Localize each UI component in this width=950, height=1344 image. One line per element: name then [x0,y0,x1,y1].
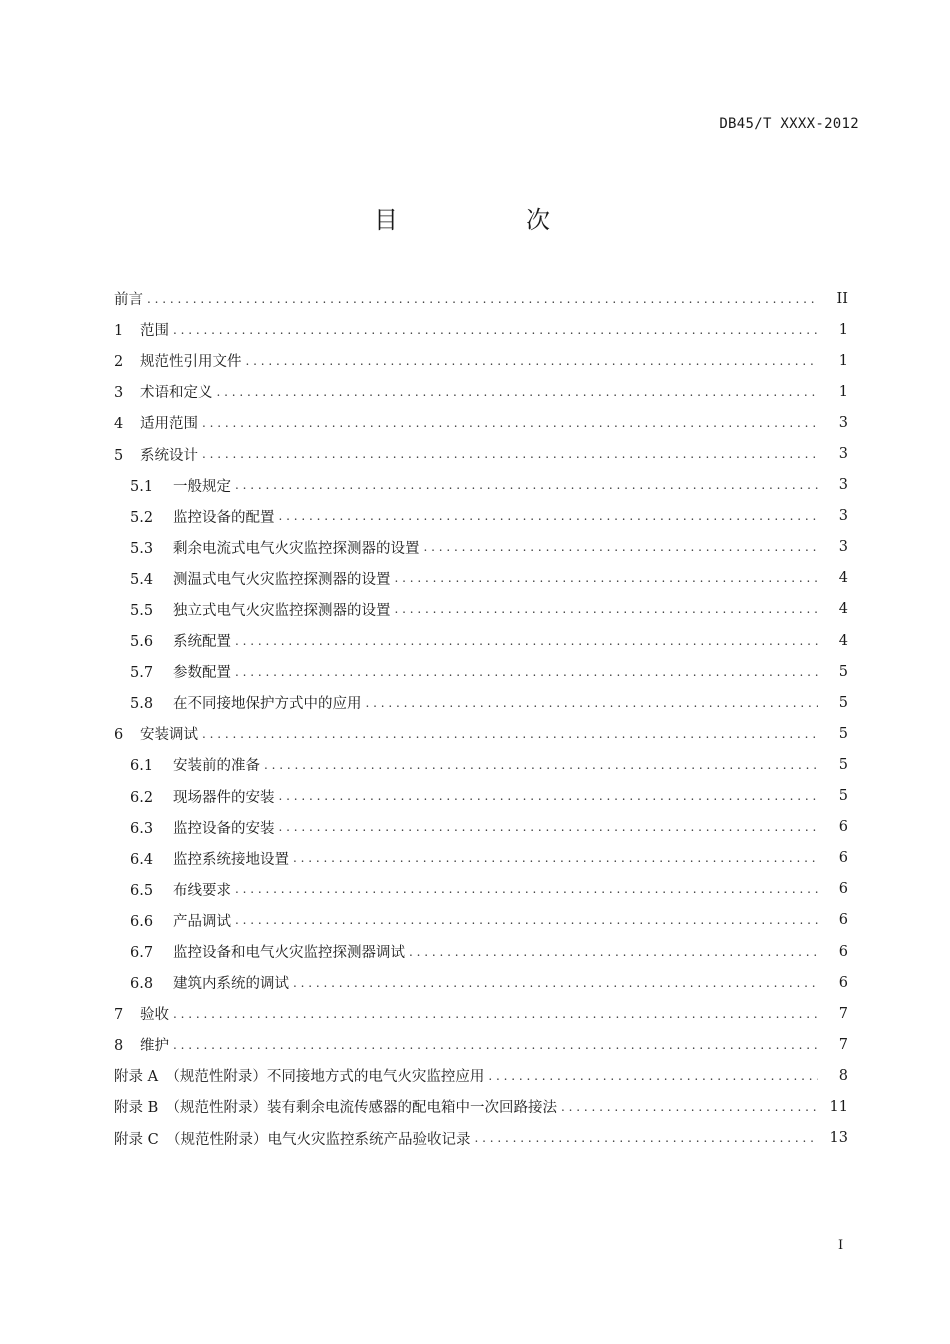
toc-entry-title: 在不同接地保护方式中的应用 [173,696,362,713]
toc-dot-leader [293,976,818,990]
toc-entry-number: 6.8 [130,976,154,993]
toc-entry-title: 系统配置 [173,634,231,651]
toc-entry-label [114,381,217,402]
toc-dot-leader [488,1069,818,1083]
toc-entry-page: 6 [838,974,848,991]
toc-dot-leader [264,758,818,772]
toc-entry-title: 一般规定 [173,478,231,495]
toc-entry-label [114,1003,173,1024]
toc-dot-leader [424,540,819,554]
toc-entry-label [114,723,202,744]
toc-entry[interactable] [114,749,860,780]
toc-entry-number: 1 [114,323,124,340]
toc-entry[interactable] [114,874,860,905]
toc-dot-leader [235,665,818,679]
toc-entry[interactable] [114,687,860,718]
toc-entry[interactable] [114,594,860,625]
toc-entry-title: 监控系统接地设置 [173,851,289,868]
toc-entry-page: 3 [838,477,848,494]
toc-entry-label [130,568,395,589]
toc-entry[interactable] [114,843,860,874]
toc-entry-label [130,599,395,620]
toc-entry-title: 附录 A （规范性附录）不同接地方式的电气火灾监控应用 [114,1069,485,1086]
toc-entry-label [114,412,202,433]
toc-entry-title: 前言 [114,292,143,309]
toc-entry[interactable] [114,532,860,563]
toc-dot-leader [474,1131,818,1145]
toc-entry-number: 6.1 [130,758,154,775]
toc-dot-leader [279,509,819,523]
toc-entry-number: 5.1 [130,478,154,495]
toc-entry-title: 现场器件的安装 [173,789,275,806]
toc-entry-page: 7 [838,1005,848,1022]
toc-entry-number: 4 [114,416,124,433]
toc-entry-label [130,817,279,838]
toc-entry-page: 5 [838,725,848,742]
toc-entry-number: 5.3 [130,540,154,557]
toc-entry-label [130,786,279,807]
toc-entry[interactable] [114,501,860,532]
toc-entry-number: 3 [114,385,124,402]
toc-entry-label [130,537,424,558]
toc-entry-page: 4 [838,601,848,618]
toc-entry-label [114,350,246,371]
toc-entry-number: 6.3 [130,820,154,837]
toc-entry-page: 1 [838,352,848,369]
toc-entry[interactable] [114,781,860,812]
toc-entry[interactable] [114,438,860,469]
toc-entry-page: 8 [838,1067,848,1084]
toc-entry-number: 5.6 [130,634,154,651]
toc-entry-number: 5.5 [130,602,154,619]
toc-entry-number: 6.7 [130,945,154,962]
toc-entry-label [130,848,293,869]
toc-entry[interactable] [114,470,860,501]
toc-dot-leader [147,292,818,306]
toc-entry-title: 适用范围 [140,416,198,433]
toc-entry-title: 剩余电流式电气火灾监控探测器的设置 [173,540,420,557]
toc-entry-label [114,1096,561,1117]
toc-entry-page: 6 [838,943,848,960]
toc-entry[interactable] [114,656,860,687]
toc-title: 目 次 [374,206,602,234]
toc-entry-page: 5 [838,756,848,773]
toc-dot-leader [561,1100,818,1114]
toc-dot-leader [202,727,818,741]
toc-entry-title: 安装前的准备 [173,758,260,775]
document-code: DB45/T XXXX-2012 [719,116,859,132]
toc-entry-page: 3 [838,446,848,463]
toc-entry-label [130,475,235,496]
toc-entry-page: II [836,290,848,307]
toc-entry-page: 5 [838,694,848,711]
toc-entry-page: 6 [838,819,848,836]
toc-dot-leader [409,945,818,959]
toc-entry-page: 4 [838,570,848,587]
toc-entry-number: 7 [114,1007,124,1024]
toc-dot-leader [293,851,818,865]
toc-dot-leader [395,602,819,616]
toc-entry-number: 5.2 [130,509,154,526]
toc-entry-title: 维护 [140,1038,169,1055]
toc-entry-page: 6 [838,850,848,867]
toc-entry-number: 6 [114,727,124,744]
toc-entry[interactable] [114,407,860,438]
toc-dot-leader [202,447,818,461]
toc-entry-page: 11 [829,1098,848,1115]
toc-entry[interactable] [114,1029,860,1060]
toc-entry[interactable] [114,998,860,1029]
toc-dot-leader [279,789,819,803]
toc-entry[interactable] [114,905,860,936]
toc-dot-leader [366,696,819,710]
toc-entry-label [130,910,235,931]
toc-entry-label [114,1034,173,1055]
toc-entry-label [130,754,264,775]
toc-entry-title: 产品调试 [173,913,231,930]
toc-dot-leader [279,820,819,834]
toc-entry[interactable] [114,283,860,314]
toc-dot-leader [202,416,818,430]
toc-entry-page: 4 [838,632,848,649]
toc-entry[interactable] [114,376,860,407]
toc-entry-number: 6.6 [130,913,154,930]
toc-entry-number: 5.8 [130,696,154,713]
toc-entry-label [114,319,173,340]
toc-entry-label [130,879,235,900]
toc-entry-page: 5 [838,663,848,680]
toc-dot-leader [235,913,818,927]
toc-entry[interactable] [114,718,860,749]
toc-entry-title: 建筑内系统的调试 [173,976,289,993]
toc-entry[interactable] [114,936,860,967]
toc-entry-page: 7 [838,1036,848,1053]
toc-entry-title: 范围 [140,323,169,340]
toc-entry-page: 1 [838,383,848,400]
toc-entry-label [114,288,147,309]
toc-entry[interactable] [114,812,860,843]
toc-entry-number: 6.5 [130,882,154,899]
toc-entry-label [130,692,366,713]
toc-dot-leader [235,882,818,896]
toc-entry-page: 3 [838,539,848,556]
toc-entry-label [130,630,235,651]
toc-entry-title: 验收 [140,1007,169,1024]
toc-entry-page: 5 [838,788,848,805]
toc-dot-leader [173,1038,818,1052]
toc-entry-title: 系统设计 [140,447,198,464]
table-of-contents [114,283,860,1154]
toc-entry[interactable] [114,1060,860,1091]
toc-entry-title: 测温式电气火灾监控探测器的设置 [173,571,391,588]
toc-entry-title: 安装调试 [140,727,198,744]
toc-entry-label [114,444,202,465]
toc-entry[interactable] [114,345,860,376]
toc-entry[interactable] [114,1091,860,1122]
toc-entry-number: 5 [114,447,124,464]
toc-entry-number: 5.7 [130,665,154,682]
toc-entry-title: 监控设备的配置 [173,509,275,526]
toc-entry-number: 2 [114,354,124,371]
toc-entry-label [114,1128,474,1149]
toc-dot-leader [246,354,819,368]
page-number: I [838,1238,844,1253]
toc-dot-leader [235,478,818,492]
toc-dot-leader [173,323,818,337]
toc-entry-page: 6 [838,912,848,929]
toc-entry-title: 监控设备和电气火灾监控探测器调试 [173,945,405,962]
toc-entry-label [130,972,293,993]
toc-entry[interactable] [114,314,860,345]
toc-entry-title: 布线要求 [173,882,231,899]
toc-entry[interactable] [114,967,860,998]
toc-dot-leader [173,1007,818,1021]
toc-entry-label [114,1065,488,1086]
toc-entry-number: 5.4 [130,571,154,588]
toc-dot-leader [217,385,819,399]
toc-entry-number: 6.4 [130,851,154,868]
toc-entry-label [130,506,279,527]
toc-entry-title: 监控设备的安装 [173,820,275,837]
toc-dot-leader [395,571,819,585]
toc-entry-title: 附录 C （规范性附录）电气火灾监控系统产品验收记录 [114,1131,471,1148]
toc-entry-title: 附录 B （规范性附录）装有剩余电流传感器的配电箱中一次回路接法 [114,1100,558,1117]
toc-entry-page: 1 [838,321,848,338]
toc-entry-page: 6 [838,881,848,898]
toc-entry-page: 3 [838,414,848,431]
toc-entry[interactable] [114,563,860,594]
toc-entry[interactable] [114,1123,860,1154]
toc-entry-label [130,661,235,682]
toc-entry-number: 6.2 [130,789,154,806]
toc-entry[interactable] [114,625,860,656]
toc-entry-title: 规范性引用文件 [140,354,242,371]
toc-entry-page: 3 [838,508,848,525]
toc-entry-label [130,941,409,962]
toc-dot-leader [235,634,818,648]
toc-entry-number: 8 [114,1038,124,1055]
toc-entry-title: 参数配置 [173,665,231,682]
toc-entry-title: 术语和定义 [140,385,213,402]
toc-entry-title: 独立式电气火灾监控探测器的设置 [173,602,391,619]
toc-entry-page: 13 [829,1130,848,1147]
